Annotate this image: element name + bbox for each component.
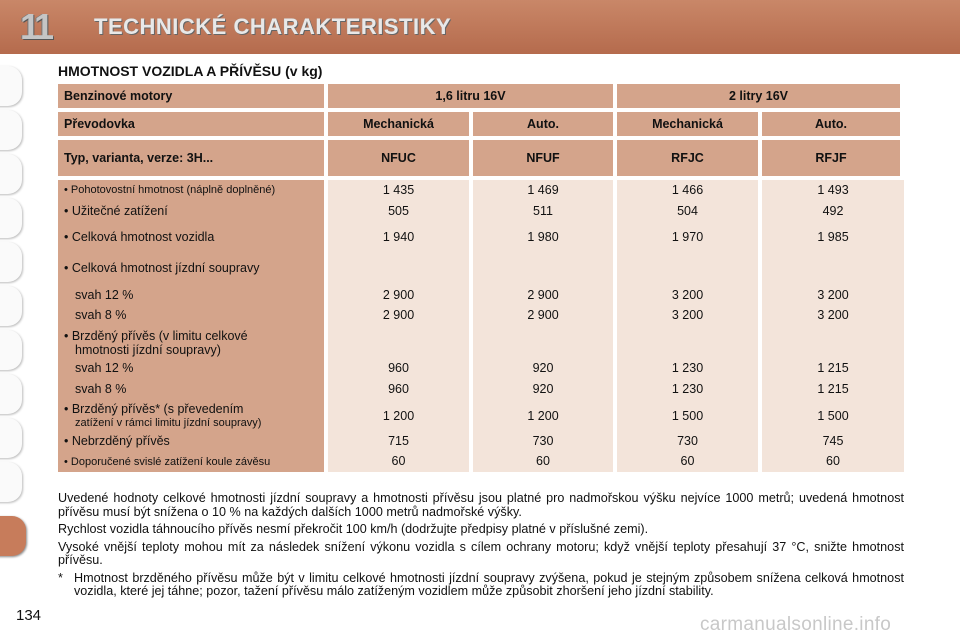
cell-value: 492	[822, 204, 844, 218]
row-label: svah 12 %	[75, 288, 134, 302]
cell-value: 2 900	[527, 288, 559, 302]
cell-value: 2 900	[527, 308, 559, 322]
header-row-gearbox	[58, 112, 904, 136]
side-tab[interactable]	[0, 418, 22, 458]
header-row-engines	[58, 84, 904, 108]
cell-value: 60	[536, 454, 550, 468]
row-label-line2: hmotnosti jízdní soupravy)	[75, 343, 221, 357]
cell-value: 1 200	[527, 409, 559, 423]
row-label: • Brzděný přívěs* (s převedením	[64, 402, 244, 416]
cell-value: 1 215	[817, 361, 849, 375]
cell-value: 1 200	[382, 409, 415, 423]
cell-value: 1 980	[527, 230, 559, 244]
value-column	[617, 180, 758, 472]
cell-value: 730	[532, 434, 554, 448]
side-tab[interactable]	[0, 374, 22, 414]
header-cell: Benzinové motory	[58, 84, 324, 108]
row-label: • Doporučené svislé zatížení koule závěsu	[64, 456, 271, 468]
cell-value: 60	[826, 454, 840, 468]
cell-value: 960	[388, 361, 409, 375]
note-paragraph: Rychlost vozidla táhnoucího přívěs nesmí překročit 100 km/h (dodržujte předpisy platné v příslušné zemi).	[58, 522, 649, 536]
cell-value: 3 200	[671, 308, 704, 322]
header-cell: NFUC	[328, 140, 469, 176]
row-label: svah 8 %	[75, 308, 127, 322]
row-label: • Celková hmotnost vozidla	[64, 230, 215, 244]
cell-value: 504	[677, 204, 698, 218]
row-label: svah 8 %	[75, 382, 127, 396]
header-cell: RFJF	[762, 140, 900, 176]
header-cell: RFJC	[617, 140, 758, 176]
header-cell: Mechanická	[328, 112, 469, 136]
watermark: carmanualsonline.info	[700, 614, 892, 635]
row-label-line2: zatížení v rámci limitu jízdní soupravy)	[75, 417, 262, 429]
value-column	[762, 180, 904, 472]
header-cell: NFUF	[473, 140, 613, 176]
note-paragraph: Vysoké vnější teploty mohou mít za následek snížení výkonu vozidla s cílem ochrany motoru; když vnější teploty přesahují 37 °C, snižte hmotnost přívěsu.	[58, 539, 904, 567]
cell-value: 745	[822, 434, 844, 448]
side-tab[interactable]	[0, 66, 22, 106]
cell-value: 1 469	[527, 183, 559, 197]
cell-value: 2 900	[382, 308, 415, 322]
cell-value: 960	[388, 382, 409, 396]
header-row-type	[58, 140, 904, 176]
header-cell: Typ, varianta, verze: 3H...	[58, 140, 324, 176]
cell-value: 1 970	[671, 230, 704, 244]
cell-value: 60	[680, 454, 695, 468]
note-paragraph: Uvedené hodnoty celkové hmotnosti jízdní soupravy a hmotnosti přívěsu jsou platné pro nadmořskou výšku nejvíce 1000 metrů; uvedená hmotnost přívěsu musí být snížena o 10 % na každých dalších 1000 metrů nadmořské výšky.	[58, 491, 904, 519]
side-tab[interactable]	[0, 462, 22, 502]
row-label: • Celková hmotnost jízdní soupravy	[64, 261, 260, 275]
cell-value: 2 900	[382, 288, 415, 302]
cell-value: 3 200	[671, 288, 704, 302]
side-tab[interactable]	[0, 242, 22, 282]
footnote	[58, 572, 904, 599]
row-label: svah 12 %	[75, 361, 134, 375]
cell-value: 1 500	[817, 409, 849, 423]
side-tab[interactable]	[0, 198, 22, 238]
cell-value: 1 940	[382, 230, 415, 244]
cell-value: 1 215	[817, 382, 849, 396]
notes	[58, 492, 904, 599]
row-label: • Nebrzděný přívěs	[64, 434, 170, 448]
row-label: • Užitečné zatížení	[64, 204, 168, 218]
side-tab[interactable]	[0, 330, 22, 370]
header-cell: Auto.	[762, 112, 900, 136]
page-number: 134	[16, 607, 42, 624]
value-column	[328, 180, 469, 472]
cell-value: 1 500	[671, 409, 704, 423]
side-tab[interactable]	[0, 154, 22, 194]
cell-value: 505	[388, 204, 409, 218]
cell-value: 1 230	[671, 382, 704, 396]
side-tab[interactable]	[0, 110, 22, 150]
cell-value: 3 200	[817, 308, 849, 322]
row-label: • Brzděný přívěs (v limitu celkové	[64, 329, 248, 343]
cell-value: 730	[677, 434, 698, 448]
cell-value: 60	[391, 454, 406, 468]
chapter-title: TECHNICKÉ CHARAKTERISTIKY	[94, 14, 452, 39]
value-column	[473, 180, 613, 472]
cell-value: 1 435	[382, 183, 415, 197]
header-cell: 2 litry 16V	[617, 84, 900, 108]
header-cell: Auto.	[473, 112, 613, 136]
side-tab[interactable]	[0, 286, 22, 326]
cell-value: 920	[532, 361, 554, 375]
cell-value: 3 200	[817, 288, 849, 302]
cell-value: 511	[533, 204, 553, 218]
cell-value: 1 230	[671, 361, 704, 375]
header-cell: Mechanická	[617, 112, 758, 136]
footnote-mark: *	[58, 570, 63, 585]
cell-value: 920	[532, 382, 554, 396]
cell-value: 1 985	[817, 230, 849, 244]
row-label: • Pohotovostní hmotnost (náplně doplněné)	[64, 184, 276, 196]
header-cell: Převodovka	[58, 112, 324, 136]
side-tab-active[interactable]	[0, 516, 26, 556]
cell-value: 1 466	[671, 183, 704, 197]
header-cell: 1,6 litru 16V	[328, 84, 613, 108]
section-title: HMOTNOST VOZIDLA A PŘÍVĚSU (v kg)	[58, 63, 323, 79]
cell-value: 715	[388, 434, 409, 448]
chapter-number: 11	[20, 6, 51, 47]
cell-value: 1 493	[817, 183, 849, 197]
chapter-header	[0, 0, 960, 54]
footnote-text: Hmotnost brzděného přívěsu může být v limitu celkové hmotnosti jízdní soupravy zvýšena, pokud je stejným způsobem snížena celková hmotnost vozidla, které jej táhne; pozor, tažení přívěsu málo zatíženým vozidlem může způsobit zhoršení jeho jízdní stability.	[74, 570, 904, 598]
